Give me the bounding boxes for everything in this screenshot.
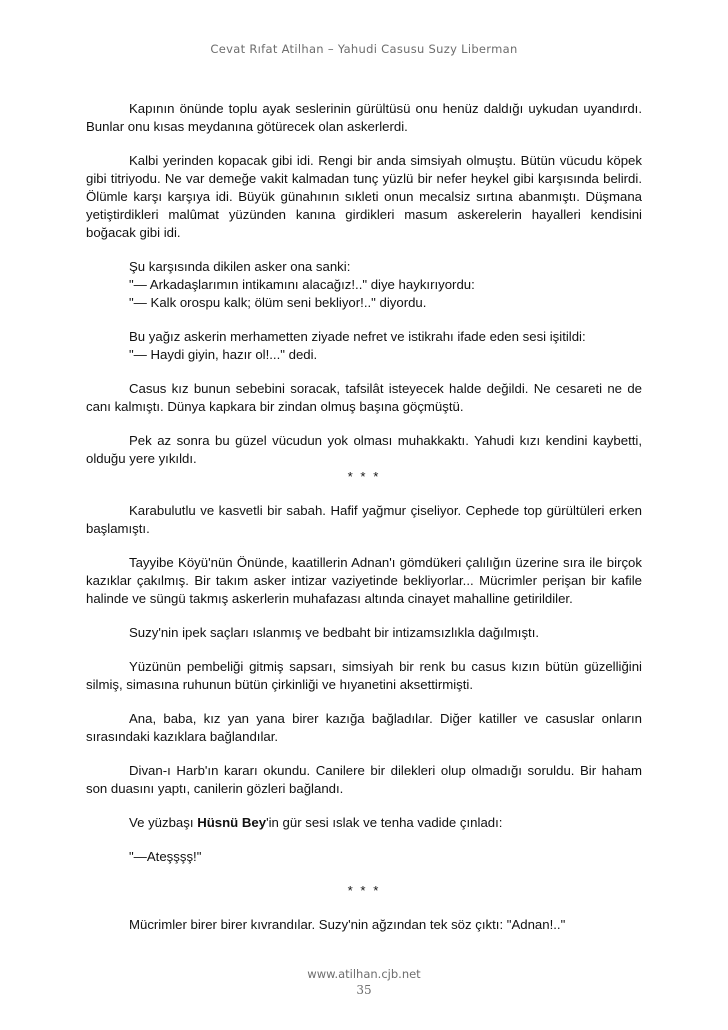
paragraph: Yüzünün pembeliği gitmiş sapsarı, simsiyah bir renk bu casus kızın bütün güzelliğini silmiş, simasına ruhunun bütün çirkinliği ve hıyanetini aksettirmişti. [86, 659, 642, 692]
dialogue-line: "— Arkadaşlarımın intikamını alacağız!.." diye haykırıyordu: [129, 277, 475, 292]
dialogue-block [129, 328, 642, 364]
section-separator: * * * [347, 469, 381, 484]
page-number: 35 [356, 983, 372, 997]
paragraph: Kalbi yerinden kopacak gibi idi. Rengi bir anda simsiyah olmuştu. Bütün vücudu köpek gibi titriyodu. Ne var demeğe vakit kalmadan tunç yüzlü bir nefer heykel gibi karşısında belirdi. Ölümle karşı karşıya idi. Büyük günahının sıkleti onun mecalsiz sırtına abanmıştı. Düşmana yetiştirdikleri malûmat yüzünden kanına girdikleri masum askerelerin hayalleri kendisini boğacak gibi idi. [86, 153, 642, 240]
paragraph: Mücrimler birer birer kıvrandılar. Suzy'nin ağzından tek söz çıktı: "Adnan!.." [129, 917, 566, 932]
page-footer [0, 967, 728, 997]
paragraph: Tayyibe Köyü'nün Önünde, kaatillerin Adnan'ı gömdükeri çalılığın üzerine sıra ile birçok kazıklar çakılmış. Bir takım asker intizar vaziyetinde bekliyorlar... Mücrimler perişan bir kafile halinde ve süngü takmış askerlerin muhafazası altında cinayet mahalline getirildiler. [86, 555, 642, 606]
paragraph: Karabulutlu ve kasvetli bir sabah. Hafif yağmur çiseliyor. Cephede top gürültüleri erken başlamıştı. [86, 503, 642, 536]
paragraph: Kapının önünde toplu ayak seslerinin gürültüsü onu henüz daldığı uykudan uyandırdı. Bunlar onu kısas meydanına götürecek olan askerlerdi. [86, 101, 642, 134]
paragraph: "—Ateşşşş!" [129, 849, 202, 864]
dialogue-line: Şu karşısında dikilen asker ona sanki: [129, 259, 351, 274]
paragraph [86, 814, 642, 832]
section-separator: * * * [347, 883, 381, 898]
dialogue-line: Bu yağız askerin merhametten ziyade nefret ve istikrahı ifade eden sesi işitildi: [129, 329, 586, 344]
dialogue-block [129, 258, 642, 312]
paragraph: Pek az sonra bu güzel vücudun yok olması muhakkaktı. Yahudi kızı kendini kaybetti, olduğu yere yıkıldı. [86, 433, 642, 466]
running-header: Cevat Rıfat Atilhan – Yahudi Casusu Suzy Liberman [210, 42, 518, 56]
footer-url: www.atilhan.cjb.net [307, 967, 421, 981]
text-run: 'in gür sesi ıslak ve tenha vadide çınladı: [266, 815, 503, 830]
paragraph: Ana, baba, kız yan yana birer kazığa bağladılar. Diğer katiller ve casuslar onların sırasındaki kazıklara bağlandılar. [86, 711, 642, 744]
paragraph: Casus kız bunun sebebini soracak, tafsilât isteyecek halde değildi. Ne cesareti ne de canı kalmıştı. Dünya kapkara bir zindan olmuş başına göçmüştü. [86, 381, 642, 414]
bold-name: Hüsnü Bey [197, 815, 267, 830]
dialogue-line: "— Haydi giyin, hazır ol!..." dedi. [129, 347, 318, 362]
paragraph: Suzy'nin ipek saçları ıslanmış ve bedbaht bir intizamsızlıkla dağılmıştı. [129, 625, 540, 640]
paragraph: Divan-ı Harb'ın kararı okundu. Canilere bir dilekleri olup olmadığı soruldu. Bir haham son duasını yaptı, canilerin gözleri bağlandı. [86, 763, 642, 796]
page-body [86, 100, 642, 950]
dialogue-line: "— Kalk orospu kalk; ölüm seni bekliyor!.." diyordu. [129, 295, 427, 310]
text-run: Ve yüzbaşı [129, 815, 198, 830]
